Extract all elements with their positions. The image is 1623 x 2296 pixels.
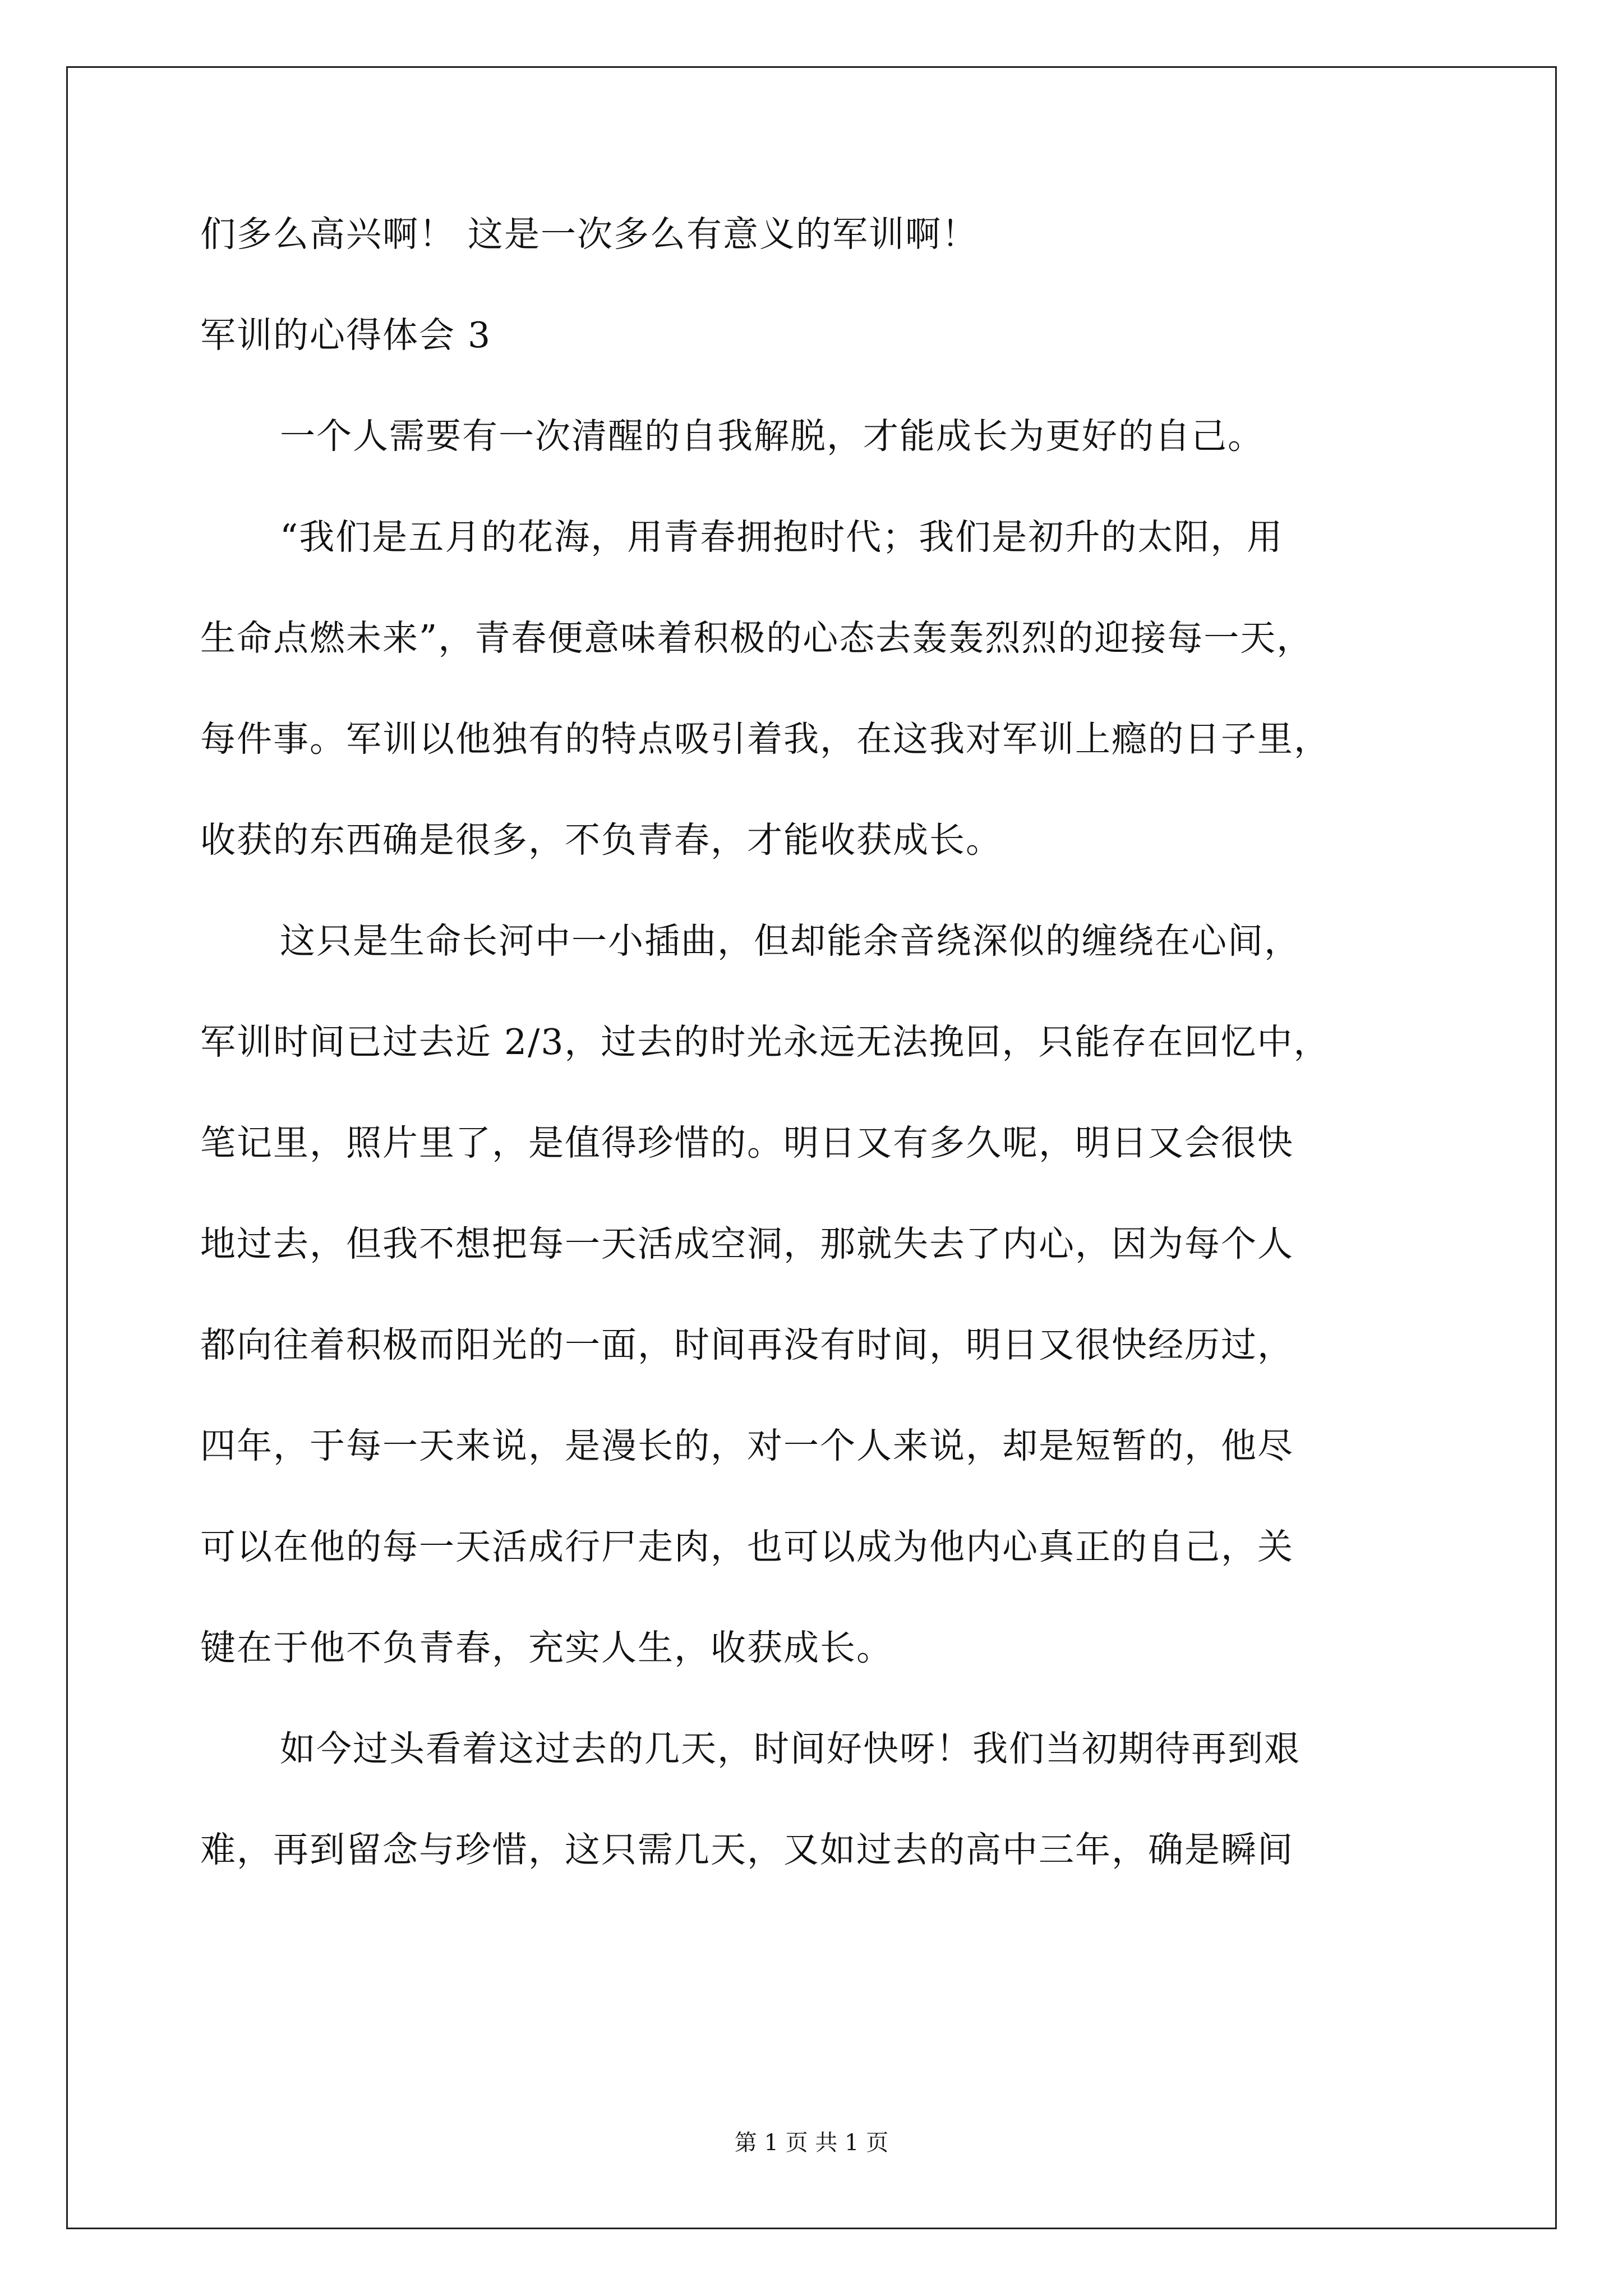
- text-line: 这只是生命长河中一小插曲，但却能余音绕深似的缠绕在心间，: [280, 921, 1301, 961]
- text-line: 军训时间已过去近 2/3，过去的时光永远无法挽回，只能存在回忆中，: [200, 1022, 1330, 1062]
- text-line: 生命点燃未来”，青春便意味着积极的心态去轰轰烈烈的迎接每一天，: [200, 618, 1313, 659]
- text-line: 都向往着积极而阳光的一面，时间再没有时间，明日又很快经历过，: [200, 1324, 1294, 1365]
- text-line: 如今过头看着这过去的几天，时间好快呀！我们当初期待再到艰: [280, 1728, 1301, 1769]
- page-number-footer: 第 1 页 共 1 页: [734, 2130, 889, 2156]
- text-line: “我们是五月的花海，用青春拥抱时代；我们是初升的太阳，用: [280, 517, 1284, 558]
- text-line: 键在于他不负青春，充实人生，收获成长。: [200, 1627, 893, 1668]
- text-line: 四年，于每一天来说，是漫长的，对一个人来说，却是短暂的，他尽: [200, 1425, 1294, 1466]
- text-line: 们多么高兴啊！ 这是一次多么有意义的军训啊！: [200, 214, 979, 255]
- text-line: 一个人需要有一次清醒的自我解脱，才能成长为更好的自己。: [280, 416, 1264, 457]
- text-line: 笔记里，照片里了，是值得珍惜的。明日又有多久呢，明日又会很快: [200, 1122, 1294, 1163]
- text-line: 难，再到留念与珍惜，这只需几天，又如过去的高中三年，确是瞬间: [200, 1829, 1294, 1870]
- text-line: 可以在他的每一天活成行尸走肉，也可以成为他内心真正的自己，关: [200, 1526, 1294, 1567]
- section-heading: 军训的心得体会 3: [200, 315, 492, 356]
- text-line: 每件事。军训以他独有的特点吸引着我，在这我对军训上瘾的日子里，: [200, 719, 1330, 760]
- text-line: 地过去，但我不想把每一天活成空洞，那就失去了内心，因为每个人: [200, 1223, 1294, 1264]
- text-line: 收获的东西确是很多，不负青春，才能收获成长。: [200, 820, 1002, 861]
